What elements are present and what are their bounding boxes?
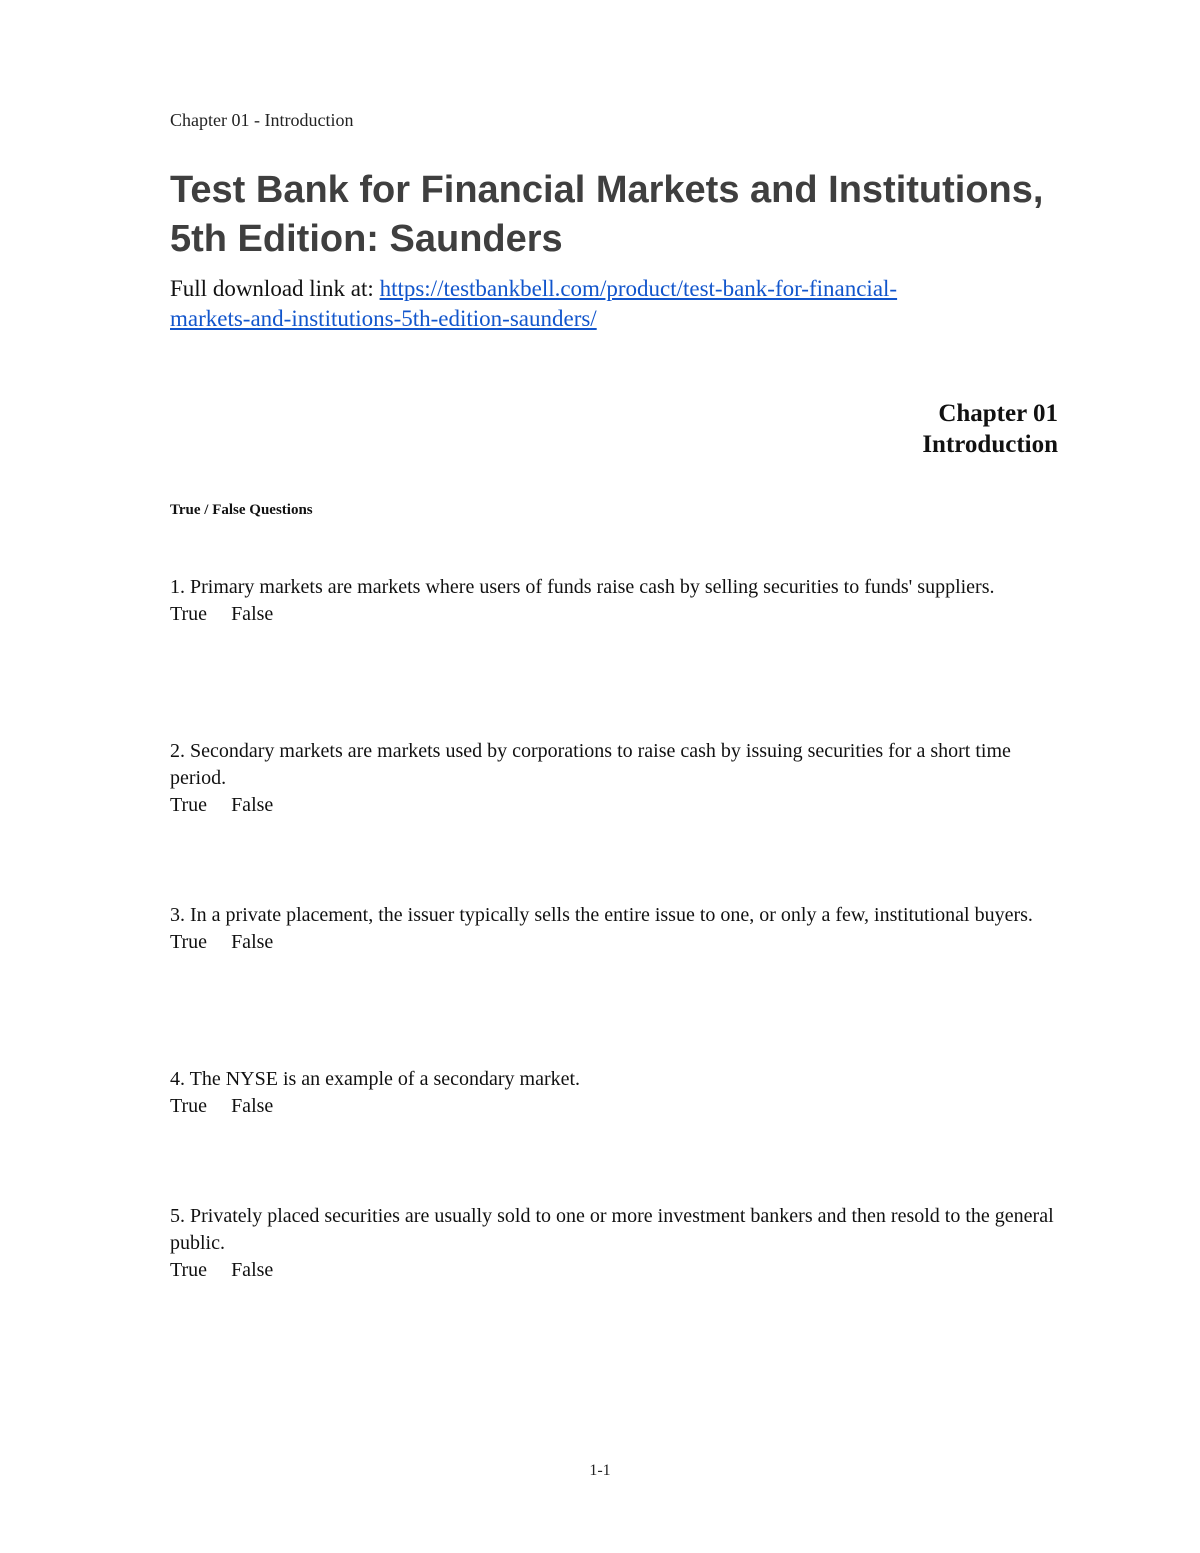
answer-options: [170, 1093, 1070, 1120]
option-false: False: [231, 794, 274, 816]
download-label: Full download link at:: [170, 276, 380, 301]
question-3: [170, 902, 1070, 956]
option-false: False: [231, 1259, 274, 1281]
question-4: [170, 1066, 1070, 1120]
question-text: 1. Primary markets are markets where users of funds raise cash by selling securities to funds' suppliers.: [170, 576, 995, 598]
option-true: True: [170, 603, 208, 625]
question-5: [170, 1203, 1070, 1284]
question-text: 4. The NYSE is an example of a secondary market.: [170, 1068, 581, 1090]
answer-options: [170, 601, 1070, 628]
option-false: False: [231, 931, 274, 953]
chapter-number: Chapter 01: [938, 400, 1058, 427]
running-header: Chapter 01 - Introduction: [170, 110, 354, 130]
download-link-line-1: https://testbankbell.com/product/test-bank-for-financial-: [379, 276, 898, 301]
download-link-line-2: markets-and-institutions-5th-edition-saunders/: [170, 306, 597, 331]
option-true: True: [170, 1259, 208, 1281]
answer-options: [170, 792, 1070, 819]
answer-options: [170, 1257, 1070, 1284]
download-line: [170, 274, 1070, 334]
option-false: False: [231, 603, 274, 625]
question-1: [170, 574, 1070, 628]
answer-options: [170, 929, 1070, 956]
option-true: True: [170, 794, 208, 816]
option-true: True: [170, 1095, 208, 1117]
option-true: True: [170, 931, 208, 953]
document-title: Test Bank for Financial Markets and Institutions, 5th Edition: Saunders: [170, 169, 1044, 260]
question-text: 3. In a private placement, the issuer typically sells the entire issue to one, or only a few, institutional buyers.: [170, 904, 1033, 926]
question-text: 5. Privately placed securities are usually sold to one or more investment bankers and then resold to the general public.: [170, 1205, 1054, 1254]
chapter-heading: [922, 398, 1058, 460]
question-2: [170, 738, 1070, 819]
chapter-name: Introduction: [922, 431, 1058, 458]
option-false: False: [231, 1095, 274, 1117]
question-text: 2. Secondary markets are markets used by corporations to raise cash by issuing securities for a short time period.: [170, 740, 1011, 789]
page-number: 1-1: [589, 1462, 611, 1479]
section-heading: True / False Questions: [170, 502, 313, 518]
